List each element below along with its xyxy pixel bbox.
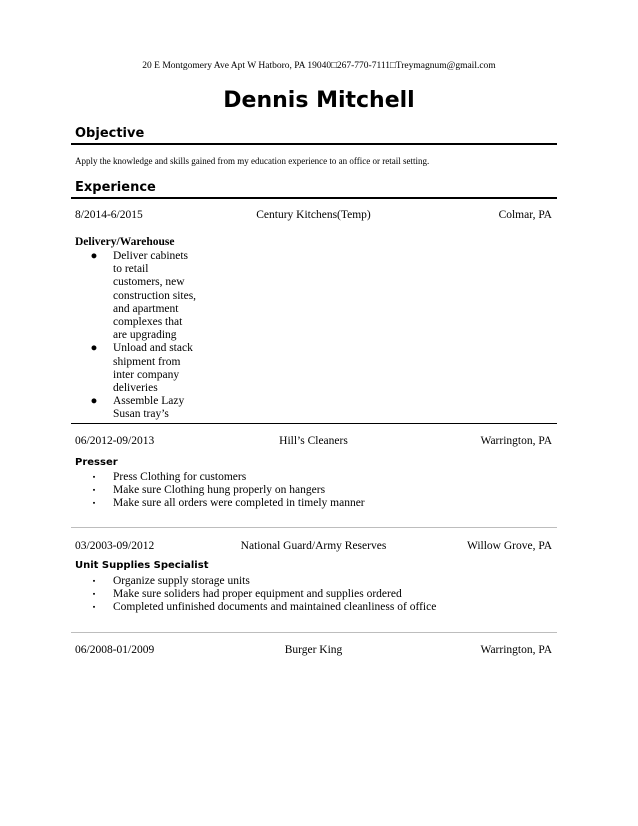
job-dates: 06/2008-01/2009 (75, 644, 155, 656)
duty-text: Make sure all orders were completed in timely manner (113, 497, 365, 510)
job-duties (75, 250, 199, 422)
job-company: Hill’s Cleaners (279, 435, 348, 447)
experience-heading: Experience (75, 180, 156, 195)
objective-heading: Objective (75, 126, 145, 141)
job-location: Warrington, PA (480, 644, 552, 656)
bullet-icon: ▪ (92, 486, 96, 495)
experience-rule (71, 197, 557, 199)
job-dates: 03/2003-09/2012 (75, 540, 155, 552)
job-role: Delivery/Warehouse (75, 236, 175, 248)
job-company: National Guard/Army Reserves (240, 540, 387, 552)
job-role: Unit Supplies Specialist (75, 560, 209, 571)
job-role: Presser (75, 457, 118, 468)
duty-text: Make sure Clothing hung properly on hangers (113, 484, 326, 497)
duty-text: Assemble Lazy Susan tray’s (113, 395, 185, 421)
job-divider (71, 423, 557, 424)
duty-text: Organize supply storage units (113, 575, 250, 587)
bullet-icon: ▪ (92, 590, 96, 599)
job-company: Burger King (284, 644, 343, 656)
duty-text: Completed unfinished documents and maintained cleanliness of office (113, 601, 437, 614)
duty-text: Unload and stack shipment from inter company deliveries (113, 342, 193, 395)
list-item (75, 588, 436, 601)
duty-text: Press Clothing for customers (113, 471, 247, 483)
job-location: Warrington, PA (480, 435, 552, 447)
job-dates: 8/2014-6/2015 (75, 209, 143, 221)
job-duties (75, 471, 365, 511)
bullet-icon: ▪ (92, 603, 96, 612)
bullet-icon: ● (90, 250, 98, 262)
bullet-icon: ▪ (92, 577, 96, 585)
candidate-name: Dennis Mitchell (223, 88, 415, 113)
job-company: Century Kitchens(Temp) (256, 209, 371, 221)
list-item (75, 342, 199, 395)
bullet-icon: ● (90, 395, 98, 408)
objective-rule (71, 143, 557, 145)
bullet-icon: ▪ (92, 499, 96, 508)
bullet-icon: ▪ (92, 473, 96, 481)
contact-info: 20 E Montgomery Ave Apt W Hatboro, PA 19040□267-770-7111□Treymagnum@gmail.com (142, 61, 496, 71)
list-item (75, 601, 436, 614)
objective-text: Apply the knowledge and skills gained from my education experience to an office or retail setting. (75, 156, 430, 166)
job-location: Colmar, PA (498, 209, 552, 221)
duty-text: Make sure soliders had proper equipment and supplies ordered (113, 588, 402, 601)
list-item (75, 497, 365, 510)
bullet-icon: ● (90, 342, 98, 355)
job-duties (75, 575, 436, 615)
job-divider (71, 527, 557, 528)
list-item (75, 484, 365, 497)
list-item (75, 471, 365, 484)
list-item (75, 250, 199, 342)
job-location: Willow Grove, PA (466, 540, 552, 552)
list-item (75, 395, 199, 421)
job-header (75, 209, 552, 225)
duty-text: Deliver cabinets to retail customers, new construction sites, and apartment complexes that are upgrading (113, 250, 197, 342)
job-divider (71, 632, 557, 633)
job-header (75, 644, 552, 660)
job-header (75, 540, 552, 556)
list-item (75, 575, 436, 588)
job-header (75, 435, 552, 451)
job-dates: 06/2012-09/2013 (75, 435, 155, 447)
